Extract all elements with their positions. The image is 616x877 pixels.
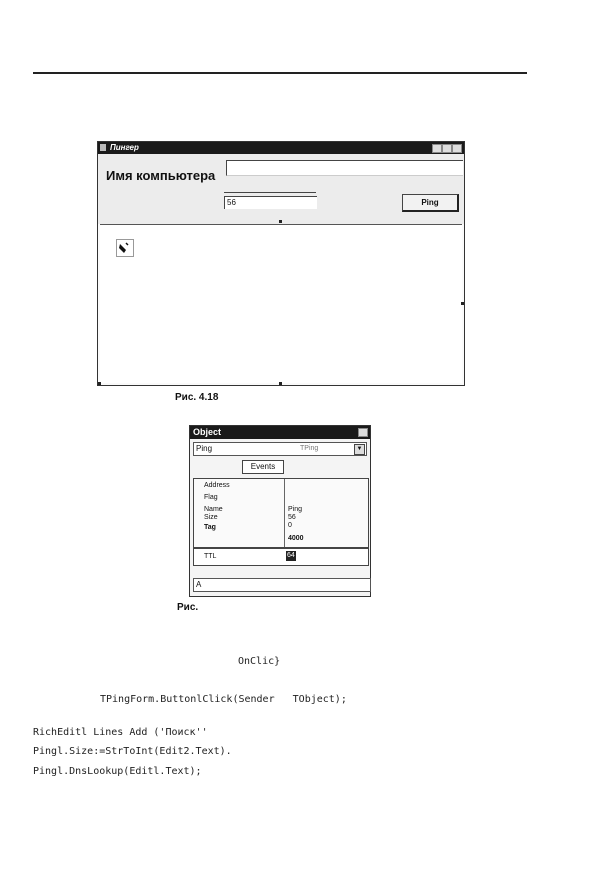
figure2-caption: Рис. (177, 602, 199, 613)
close-icon[interactable] (358, 428, 368, 437)
combo-name: Ping (196, 444, 213, 453)
close-icon[interactable] (452, 144, 462, 153)
size-input[interactable]: 56 (224, 196, 317, 209)
prop-name[interactable]: Size (204, 514, 218, 521)
inspector-title: Object (193, 427, 222, 437)
inspector-titlebar (190, 426, 370, 439)
form-panel (98, 154, 464, 224)
code-line: Pingl.DnsLookup(Editl.Text); (33, 766, 202, 777)
tab-events[interactable]: Events (242, 460, 284, 474)
maximize-icon[interactable] (442, 144, 452, 153)
figure1-caption: Рис. 4.18 (175, 392, 219, 403)
prop-name[interactable]: Address (204, 482, 230, 489)
code-line: Pingl.Size:=StrToInt(Edit2.Text). (33, 746, 232, 757)
grid-divider (284, 479, 285, 547)
pinger-window (97, 141, 465, 386)
prop-value[interactable]: 4000 (288, 535, 304, 542)
resize-handle-right[interactable] (461, 302, 464, 305)
code-line: RichEditl Lines Add ('Поиск'' (33, 727, 208, 738)
prop-value[interactable]: 56 (288, 514, 296, 521)
resize-handle-bottom[interactable] (279, 382, 282, 385)
minimize-icon[interactable] (432, 144, 442, 153)
pinger-titlebar (98, 142, 464, 154)
prop-value[interactable]: Ping (288, 506, 303, 513)
ping-button[interactable]: Ping (402, 194, 459, 212)
combo-type: TPing (300, 445, 319, 452)
app-icon (100, 144, 106, 151)
pinger-window-title: Пингер (110, 143, 139, 152)
header-rule (33, 72, 527, 74)
prop-name[interactable]: Flag (204, 494, 218, 501)
code-line: TPingForm.ButtonlClick(Sender TObject); (100, 694, 347, 705)
resize-handle-corner[interactable] (98, 382, 101, 385)
computer-name-input[interactable] (226, 160, 463, 176)
rich-edit[interactable] (100, 224, 462, 383)
event-name: OnClic} (238, 656, 281, 667)
object-inspector-window (189, 425, 371, 597)
ttl-label: TTL (204, 553, 217, 560)
prop-name[interactable]: Tag (204, 524, 216, 531)
status-field: A (193, 578, 371, 592)
resize-handle-top[interactable] (279, 220, 282, 223)
prop-value[interactable]: 0 (288, 522, 292, 529)
component-combo[interactable] (193, 442, 367, 456)
prop-name[interactable]: Name (204, 506, 223, 513)
ping-component-icon (116, 239, 134, 257)
computer-name-label: Имя компьютера (106, 168, 216, 183)
ttl-value[interactable]: 64 (287, 552, 295, 559)
chevron-down-icon[interactable]: ▼ (354, 444, 365, 455)
property-grid (193, 478, 369, 548)
ttl-row[interactable] (193, 548, 369, 566)
divider (224, 192, 316, 193)
